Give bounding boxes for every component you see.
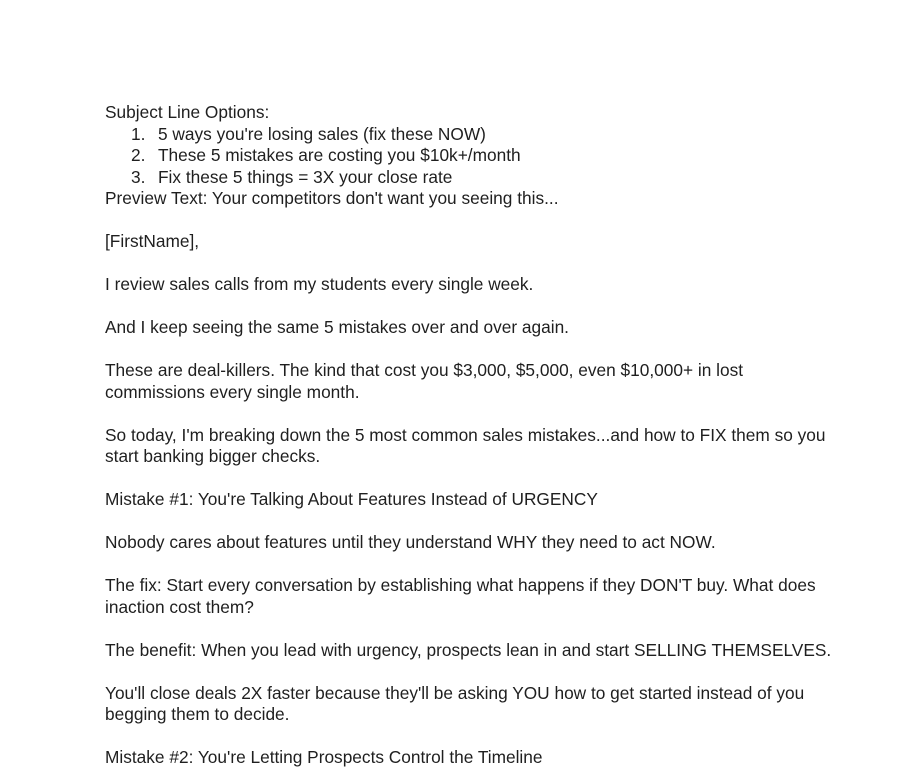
list-number: 2. [131,145,146,165]
spacer [105,661,805,683]
paragraph-line: You'll close deals 2X faster because they'll be asking YOU how to get started instead of you [105,682,805,703]
spacer [105,403,805,425]
spacer [105,296,805,318]
spacer [105,468,805,490]
paragraph-line: commissions every single month. [105,381,360,402]
spacer [105,511,805,533]
paragraph: I review sales calls from my students every single week. [105,274,534,294]
paragraph: The benefit: When you lead with urgency, prospects lean in and start SELLING THEMSELVES. [105,639,832,660]
paragraph-line: inaction cost them? [105,596,254,617]
spacer [105,726,805,748]
paragraph [105,360,805,403]
paragraph-line: The fix: Start every conversation by establishing what happens if they DON'T buy. What does [105,575,816,595]
paragraph: Nobody cares about features until they understand WHY they need to act NOW. [105,532,716,552]
paragraph [105,424,826,468]
paragraph-line: begging them to decide. [105,704,290,724]
subject-heading: Subject Line Options: [105,102,270,122]
paragraph-line: These are deal-killers. The kind that cost you $3,000, $5,000, even $10,000+ in lost [105,360,744,380]
mistake-2-heading: Mistake #2: You're Letting Prospects Control the Timeline [105,747,543,767]
mistake-1-heading: Mistake #1: You're Talking About Features Instead of URGENCY [105,489,598,509]
spacer [105,618,805,640]
preview-text: Preview Text: Your competitors don't want you seeing this... [105,188,559,208]
paragraph: And I keep seeing the same 5 mistakes over and over again. [105,317,569,337]
spacer [105,210,805,232]
paragraph [105,683,805,726]
list-number: 3. [131,166,146,187]
document-body [105,102,832,769]
subject-option-text: 5 ways you're losing sales (fix these NOW) [158,123,486,144]
spacer [105,253,805,275]
subject-option-text: These 5 mistakes are costing you $10k+/month [158,145,521,165]
paragraph-line: So today, I'm breaking down the 5 most common sales mistakes...and how to FIX them so you [105,424,826,445]
subject-option [105,167,805,189]
spacer [105,339,805,361]
spacer [105,554,805,576]
list-number: 1. [131,123,146,144]
paragraph [105,575,816,618]
paragraph-line: start banking bigger checks. [105,446,321,466]
subject-option-text: Fix these 5 things = 3X your close rate [158,166,453,187]
subject-options-list [105,124,805,189]
subject-option [105,145,805,167]
greeting: [FirstName], [105,231,200,251]
subject-option [105,124,805,146]
